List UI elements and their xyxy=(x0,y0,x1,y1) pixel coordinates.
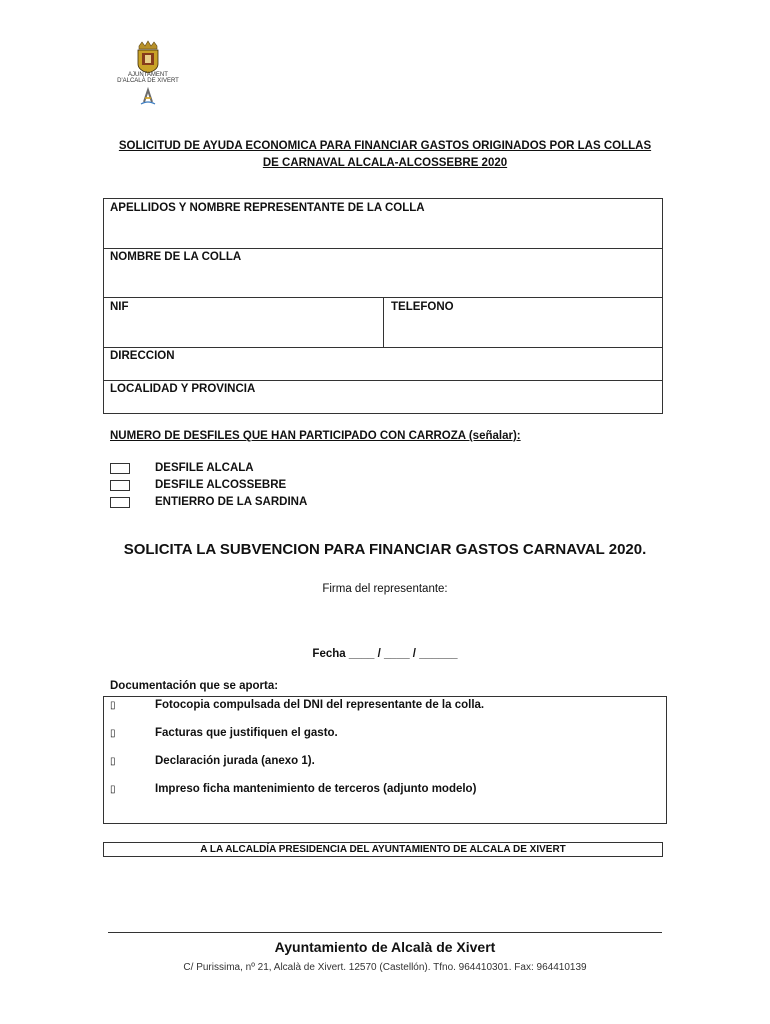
documentacion-heading: Documentación que se aporta: xyxy=(110,680,279,692)
form-table xyxy=(103,198,663,414)
firma-label: Firma del representante: xyxy=(322,583,448,595)
doc-item-facturas: Facturas que justifiquen el gasto. xyxy=(155,727,338,739)
row-divider xyxy=(104,347,662,348)
doc-bullet-icon: ▯ xyxy=(110,728,116,739)
title-line1: SOLICITUD DE AYUDA ECONOMICA PARA FINANCIAR GASTOS ORIGINADOS POR LAS COLLAS xyxy=(118,140,652,152)
row-divider xyxy=(104,248,662,249)
entierro-sardina-checkbox[interactable] xyxy=(110,497,130,508)
doc-item-declaracion: Declaración jurada (anexo 1). xyxy=(155,755,315,767)
col-divider xyxy=(383,297,384,347)
row-divider xyxy=(104,380,662,381)
localidad-field[interactable]: LOCALIDAD Y PROVINCIA xyxy=(110,383,256,395)
title-line2: DE CARNAVAL ALCALA-ALCOSSEBRE 2020 xyxy=(262,157,508,169)
logo-text-line2: D'ALCALÀ DE XIVERT xyxy=(117,78,179,84)
nombre-colla-field[interactable]: NOMBRE DE LA COLLA xyxy=(110,251,242,263)
logo-text xyxy=(110,72,186,84)
solicita-heading: SOLICITA LA SUBVENCION PARA FINANCIAR GASTOS CARNAVAL 2020. xyxy=(123,541,647,558)
doc-bullet-icon: ▯ xyxy=(110,756,116,767)
entierro-sardina-label: ENTIERRO DE LA SARDINA xyxy=(155,496,308,508)
logo-text-line1: AJUNTAMENT xyxy=(128,72,168,78)
document-title xyxy=(60,138,710,172)
telefono-field[interactable]: TELEFONO xyxy=(391,301,454,313)
alcaldia-box: A LA ALCALDÍA PRESIDENCIA DEL AYUNTAMIENTO DE ALCALA DE XIVERT xyxy=(103,842,663,857)
footer-address: C/ Purissima, nº 21, Alcalà de Xivert. 12570 (Castellón). Tfno. 964410301. Fax: 964410139 xyxy=(183,962,587,973)
desfiles-heading: NUMERO DE DESFILES QUE HAN PARTICIPADO CON CARROZA (señalar): xyxy=(110,430,521,442)
doc-bullet-icon: ▯ xyxy=(110,784,116,795)
desfile-alcossebre-checkbox[interactable] xyxy=(110,480,130,491)
fecha-field[interactable]: Fecha ____ / ____ / ______ xyxy=(312,648,458,660)
desfile-alcossebre-label: DESFILE ALCOSSEBRE xyxy=(155,479,287,491)
doc-item-dni: Fotocopia compulsada del DNI del representante de la colla. xyxy=(155,699,485,711)
desfile-alcala-label: DESFILE ALCALA xyxy=(155,462,254,474)
doc-item-terceros: Impreso ficha mantenimiento de terceros (adjunto modelo) xyxy=(155,783,477,795)
footer-divider xyxy=(108,932,662,933)
desfile-alcala-checkbox[interactable] xyxy=(110,463,130,474)
apellidos-field[interactable]: APELLIDOS Y NOMBRE REPRESENTANTE DE LA COLLA xyxy=(110,202,425,214)
nif-field[interactable]: NIF xyxy=(110,301,129,313)
direccion-field[interactable]: DIRECCION xyxy=(110,350,175,362)
doc-bullet-icon: ▯ xyxy=(110,700,116,711)
footer-name: Ayuntamiento de Alcalà de Xivert xyxy=(274,939,496,955)
